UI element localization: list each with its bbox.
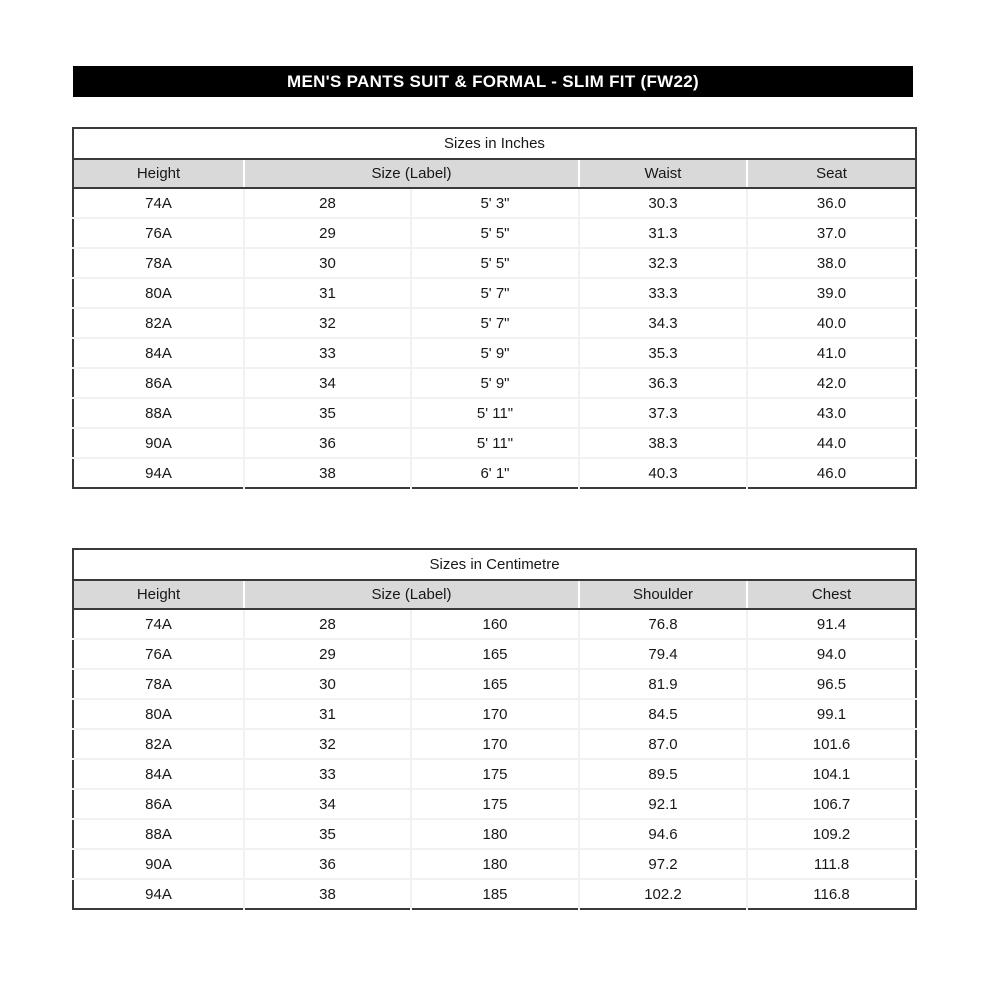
table-cell: 5' 7"	[411, 308, 579, 338]
table-cell: 28	[244, 609, 411, 639]
table-cell: 170	[411, 699, 579, 729]
table-cell: 165	[411, 639, 579, 669]
table-row	[73, 609, 916, 639]
table-cell: 33	[244, 759, 411, 789]
table-cell: 76.8	[579, 609, 747, 639]
table-row	[73, 819, 916, 849]
table-cell: 33	[244, 338, 411, 368]
table-cell: 5' 11"	[411, 428, 579, 458]
table-cell: 79.4	[579, 639, 747, 669]
table-cell: 94.0	[747, 639, 916, 669]
table-cell: 44.0	[747, 428, 916, 458]
table-row	[73, 398, 916, 428]
table-row	[73, 248, 916, 278]
table-row	[73, 368, 916, 398]
table-cell: 86A	[73, 368, 244, 398]
table-cell: 5' 11"	[411, 398, 579, 428]
header-chest: Chest	[747, 580, 916, 609]
table-cell: 5' 5"	[411, 218, 579, 248]
table-cell: 34	[244, 368, 411, 398]
table-cell: 29	[244, 639, 411, 669]
table-cell: 32	[244, 308, 411, 338]
table-cell: 5' 5"	[411, 248, 579, 278]
table-cell: 35.3	[579, 338, 747, 368]
table-cell: 104.1	[747, 759, 916, 789]
table-cell: 88A	[73, 819, 244, 849]
table-cell: 28	[244, 188, 411, 218]
table-header-row	[73, 159, 916, 188]
table-cell: 30.3	[579, 188, 747, 218]
table-cell: 33.3	[579, 278, 747, 308]
table-cell: 84A	[73, 759, 244, 789]
table-cell: 41.0	[747, 338, 916, 368]
table-body	[73, 188, 916, 488]
table-cell: 37.0	[747, 218, 916, 248]
table-cell: 29	[244, 218, 411, 248]
table-cell: 82A	[73, 729, 244, 759]
table-cell: 116.8	[747, 879, 916, 909]
table-cell: 94.6	[579, 819, 747, 849]
table-header-row	[73, 580, 916, 609]
table-cell: 175	[411, 789, 579, 819]
table-cell: 160	[411, 609, 579, 639]
table-cell: 31	[244, 278, 411, 308]
table-row	[73, 218, 916, 248]
table-cell: 87.0	[579, 729, 747, 759]
header-seat: Seat	[747, 159, 916, 188]
table-cell: 111.8	[747, 849, 916, 879]
table-cell: 80A	[73, 278, 244, 308]
table-cell: 82A	[73, 308, 244, 338]
table-cell: 31	[244, 699, 411, 729]
table-cell: 90A	[73, 428, 244, 458]
table-title: Sizes in Inches	[73, 128, 916, 159]
sizes-in-centimetre-table	[72, 548, 917, 910]
table-cell: 31.3	[579, 218, 747, 248]
table-cell: 30	[244, 248, 411, 278]
table-cell: 5' 9"	[411, 368, 579, 398]
table-row	[73, 278, 916, 308]
table-row	[73, 308, 916, 338]
table-cell: 34.3	[579, 308, 747, 338]
table-row	[73, 729, 916, 759]
table-cell: 97.2	[579, 849, 747, 879]
table-cell: 46.0	[747, 458, 916, 488]
table-cell: 165	[411, 669, 579, 699]
table-row	[73, 849, 916, 879]
table-cell: 106.7	[747, 789, 916, 819]
table-row	[73, 789, 916, 819]
table-row	[73, 428, 916, 458]
table-cell: 42.0	[747, 368, 916, 398]
header-shoulder: Shoulder	[579, 580, 747, 609]
table-cell: 35	[244, 819, 411, 849]
table-cell: 99.1	[747, 699, 916, 729]
table-title-row	[73, 128, 916, 159]
table-cell: 94A	[73, 879, 244, 909]
table-cell: 180	[411, 849, 579, 879]
table-cell: 5' 3"	[411, 188, 579, 218]
table-cell: 5' 9"	[411, 338, 579, 368]
table-cell: 5' 7"	[411, 278, 579, 308]
table-cell: 109.2	[747, 819, 916, 849]
table-cell: 80A	[73, 699, 244, 729]
table-cell: 78A	[73, 248, 244, 278]
header-size-label: Size (Label)	[244, 580, 579, 609]
table-row	[73, 338, 916, 368]
table-title: Sizes in Centimetre	[73, 549, 916, 580]
table-row	[73, 669, 916, 699]
table-cell: 180	[411, 819, 579, 849]
table-row	[73, 188, 916, 218]
table-cell: 37.3	[579, 398, 747, 428]
page-title: MEN'S PANTS SUIT & FORMAL - SLIM FIT (FW22)	[73, 66, 913, 97]
table-cell: 78A	[73, 669, 244, 699]
table-cell: 38	[244, 458, 411, 488]
table-cell: 39.0	[747, 278, 916, 308]
table-cell: 76A	[73, 218, 244, 248]
table-cell: 84.5	[579, 699, 747, 729]
table-row	[73, 879, 916, 909]
table-cell: 40.3	[579, 458, 747, 488]
table-cell: 81.9	[579, 669, 747, 699]
table-cell: 101.6	[747, 729, 916, 759]
table-cell: 38.0	[747, 248, 916, 278]
sizes-in-inches-table	[72, 127, 917, 489]
table-body	[73, 609, 916, 909]
table-cell: 38.3	[579, 428, 747, 458]
header-waist: Waist	[579, 159, 747, 188]
table-cell: 36	[244, 849, 411, 879]
table-cell: 89.5	[579, 759, 747, 789]
table-cell: 76A	[73, 639, 244, 669]
table-cell: 74A	[145, 194, 172, 212]
table-row	[73, 759, 916, 789]
table-cell: 102.2	[579, 879, 747, 909]
table-cell: 92.1	[579, 789, 747, 819]
table-cell: 43.0	[747, 398, 916, 428]
table-cell: 6' 1"	[411, 458, 579, 488]
table-cell: 36.3	[579, 368, 747, 398]
table-cell: 32	[244, 729, 411, 759]
table-cell: 74A	[145, 615, 172, 633]
table-cell: 86A	[73, 789, 244, 819]
table-cell: 94A	[73, 458, 244, 488]
table-cell: 84A	[73, 338, 244, 368]
table-cell: 96.5	[747, 669, 916, 699]
table-cell: 88A	[73, 398, 244, 428]
table-cell: 35	[244, 398, 411, 428]
table-cell: 38	[244, 879, 411, 909]
table-title-row	[73, 549, 916, 580]
header-size-label: Size (Label)	[244, 159, 579, 188]
table-cell: 36.0	[747, 188, 916, 218]
table-row	[73, 639, 916, 669]
table-cell: 170	[411, 729, 579, 759]
table-cell: 32.3	[579, 248, 747, 278]
table-cell: 175	[411, 759, 579, 789]
table-row	[73, 458, 916, 488]
table-cell: 185	[411, 879, 579, 909]
table-row	[73, 699, 916, 729]
table-cell: 40.0	[747, 308, 916, 338]
table-cell: 34	[244, 789, 411, 819]
header-height: Height	[73, 159, 244, 188]
table-cell: 30	[244, 669, 411, 699]
header-height: Height	[73, 580, 244, 609]
table-cell: 90A	[73, 849, 244, 879]
table-cell: 36	[244, 428, 411, 458]
table-cell: 91.4	[747, 609, 916, 639]
